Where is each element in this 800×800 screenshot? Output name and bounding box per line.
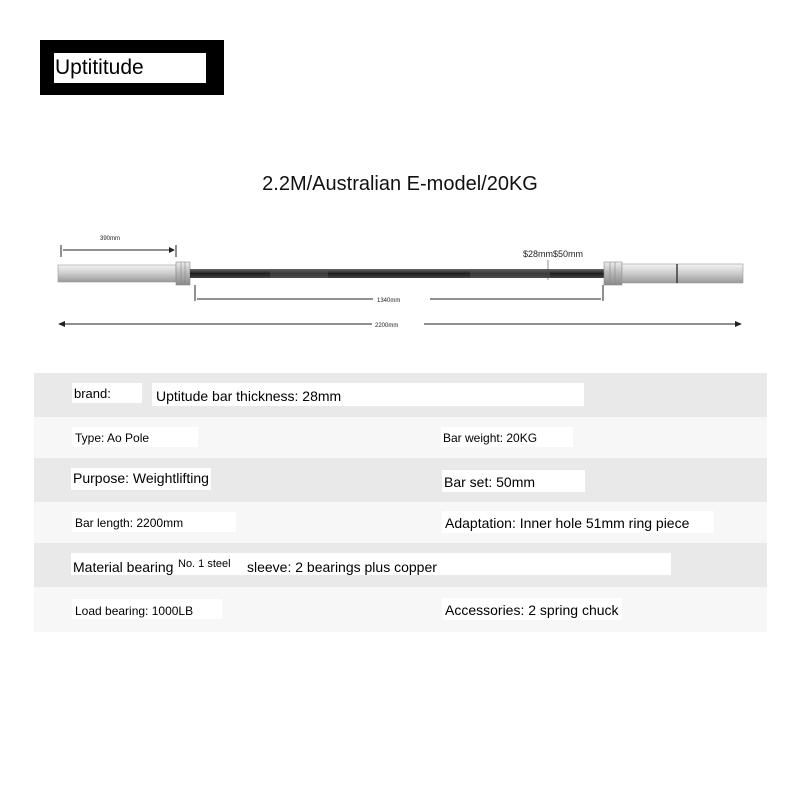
adaptation-text: Adaptation: Inner hole 51mm ring piece bbox=[445, 515, 690, 531]
spec-row-type bbox=[34, 417, 767, 458]
load-bearing-text: Load bearing: 1000LB bbox=[75, 604, 194, 618]
spec-row-purpose bbox=[34, 458, 767, 502]
spec-table bbox=[34, 373, 767, 632]
bar-set-text: Bar set: 50mm bbox=[444, 474, 536, 490]
dim-inner-label: 1340mm bbox=[377, 298, 401, 304]
brand-value: Uptitude bar thickness: 28mm bbox=[156, 388, 342, 404]
dim-sleeve-label: 390mm bbox=[100, 236, 121, 242]
brand-logo-panel bbox=[54, 53, 206, 83]
brand-logo bbox=[40, 40, 224, 95]
type-text: Type: Ao Pole bbox=[75, 431, 150, 445]
purpose-text: Purpose: Weightlifting bbox=[73, 470, 209, 486]
right-collar bbox=[604, 262, 622, 285]
spec-row-load bbox=[34, 587, 767, 632]
spec-row-brand bbox=[34, 373, 767, 417]
bar-weight-text: Bar weight: 20KG bbox=[443, 431, 538, 445]
accessories-text: Accessories: 2 spring chuck bbox=[445, 602, 619, 618]
left-collar bbox=[176, 262, 190, 285]
spec-row-material bbox=[34, 543, 767, 587]
barbell-diagram bbox=[0, 225, 800, 340]
product-title: 2.2M/Australian E-model/20KG bbox=[262, 173, 538, 195]
knurling-right bbox=[470, 269, 550, 278]
bar-length-text: Bar length: 2200mm bbox=[75, 516, 184, 530]
material-label: Material bearing bbox=[73, 559, 174, 575]
dim-diameter-label: $28mm$50mm bbox=[523, 249, 584, 259]
brand-logo-text: Uptititude bbox=[55, 56, 144, 79]
right-sleeve bbox=[622, 264, 743, 283]
material-number: No. 1 steel bbox=[178, 558, 231, 570]
material-value: sleeve: 2 bearings plus copper bbox=[247, 559, 437, 575]
spec-row-length bbox=[34, 502, 767, 543]
brand-label: brand: bbox=[74, 386, 111, 401]
dim-total-label: 2200mm bbox=[375, 323, 399, 329]
knurling-left bbox=[270, 269, 328, 278]
left-sleeve bbox=[58, 265, 176, 282]
